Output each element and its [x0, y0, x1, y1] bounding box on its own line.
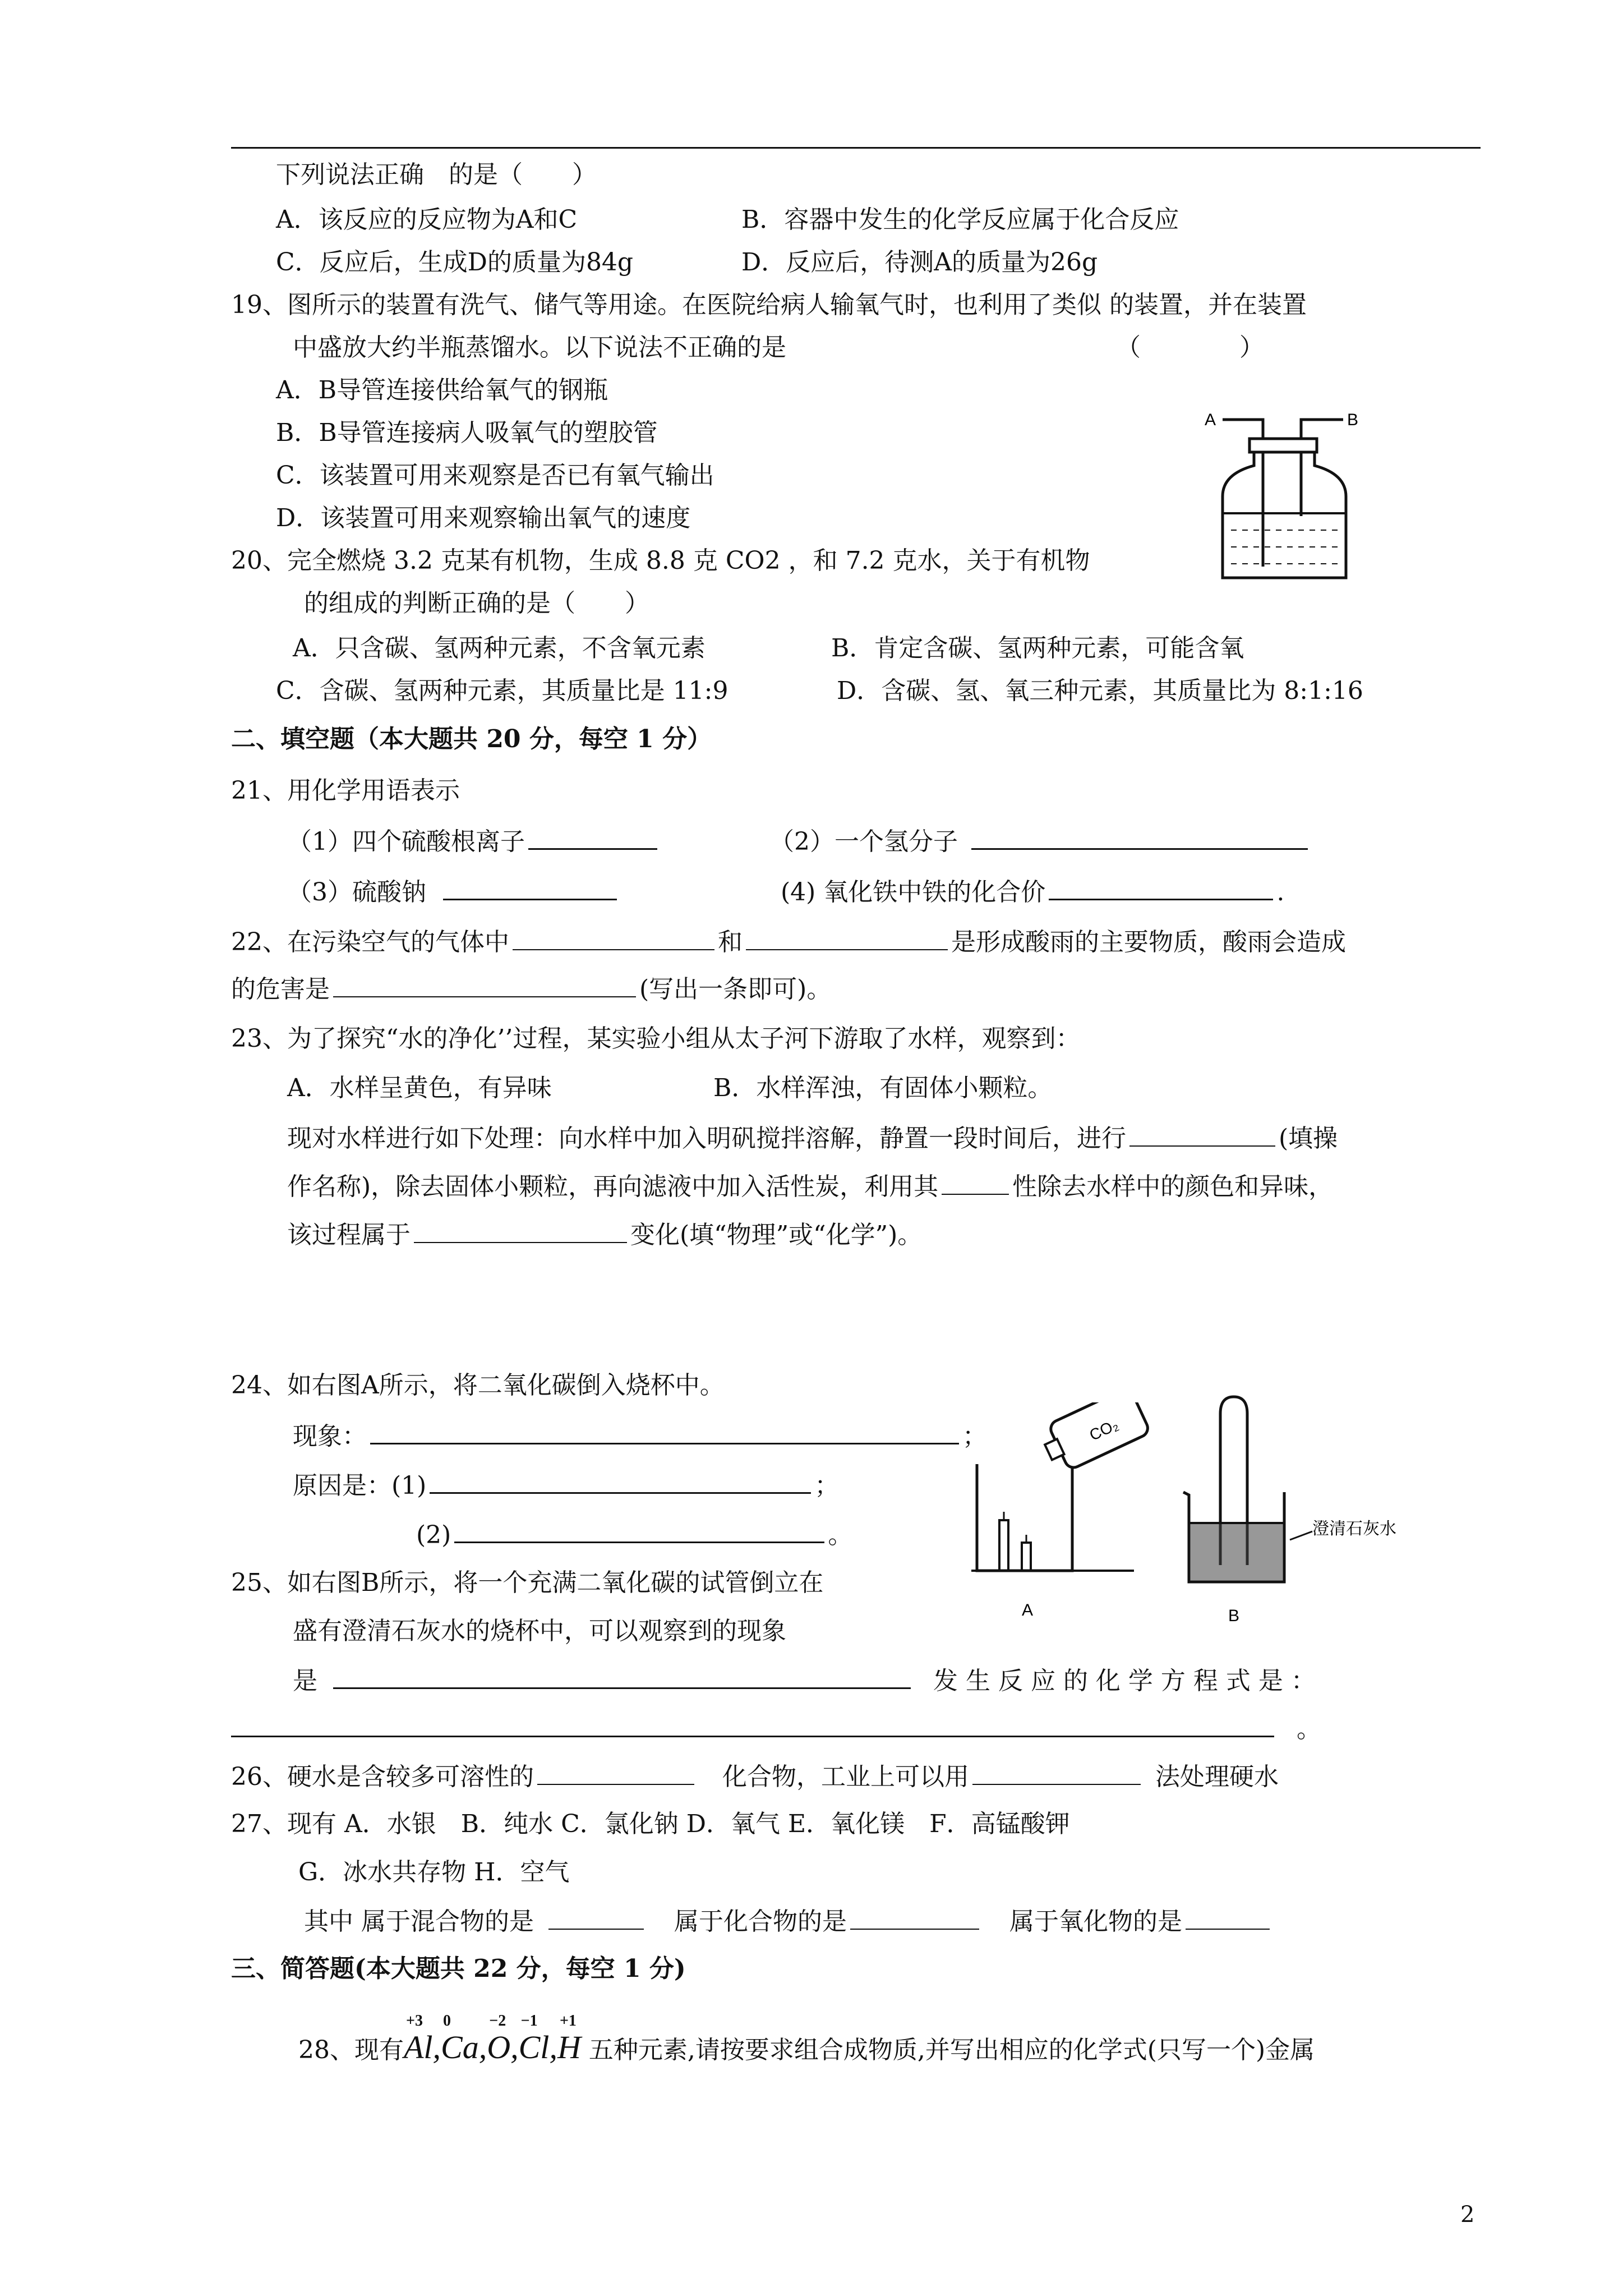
q26-a: 26、硬水是含较多可溶性的 [231, 1763, 534, 1791]
q24-reason1-label: 原因是：(1) [293, 1471, 427, 1500]
q24-reason1-end: ； [814, 1471, 840, 1500]
q28-line: 28、现有 +3 Al, 0 Ca, −2 O, −1 Cl, +1 H 五种元素,请按要求组合成物质,并写出相应的化学式(只写一个)金属 [298, 2012, 1315, 2065]
q24-phenomenon-end: ； [962, 1422, 987, 1451]
q18-option-a: A．该反应的反应物为A和C [276, 205, 578, 234]
q25-line3-a: 是 [293, 1667, 317, 1695]
tall-candle [999, 1520, 1008, 1571]
figure-b-test-tube-limewater [1178, 1391, 1413, 1638]
q25-line4-end: 。 [1297, 1715, 1321, 1743]
q19-option-a: A．B导管连接供给氧气的钢瓶 [276, 376, 608, 404]
q27-blank-compounds[interactable] [850, 1908, 979, 1930]
q18-option-d: D．反应后，待测A的质量为26g [741, 248, 1098, 277]
q21-part4-label: (4) 氧化铁中铁的化合价 [781, 878, 1046, 907]
figure-label-a: A [1205, 411, 1216, 429]
element-o: −2 O [487, 2012, 511, 2065]
q23-line1: 23、为了探究“水的净化’’过程，某实验小组从太子河下游取了水样，观察到： [231, 1024, 1081, 1053]
q26-c: 法处理硬水 [1155, 1763, 1279, 1791]
q24-reason2-label: (2) [416, 1521, 451, 1549]
q24-reason1-blank[interactable] [430, 1472, 811, 1494]
q23-option-a: A．水样呈黄色，有异味 [287, 1074, 552, 1102]
q27-line3-c: 属于氧化物的是 [1009, 1907, 1182, 1936]
q25-line3-b: 发 生 反 应 的 化 学 方 程 式 是 ： [933, 1667, 1316, 1695]
q25-line1: 25、如右图B所示，将一个充满二氧化碳的试管倒立在 [231, 1568, 824, 1597]
q25-phenomenon-blank[interactable] [333, 1667, 911, 1689]
q19-option-b: B．B导管连接病人吸氧气的塑胶管 [276, 418, 658, 447]
q27-line2: G．冰水共存物 H．空气 [298, 1858, 570, 1887]
q25-line3 [293, 1667, 1316, 1694]
q18-option-b: B．容器中发生的化学反应属于化合反应 [741, 205, 1179, 234]
figure-a-label: A [1022, 1601, 1034, 1619]
figure-label-b: B [1347, 411, 1359, 429]
q23-line5-b: 变化(填“物理”或“化学”)。 [630, 1221, 923, 1249]
q23-blank-operation[interactable] [1129, 1125, 1275, 1147]
element-h: +1 H [557, 2012, 581, 2065]
q23-line4 [287, 1174, 1333, 1199]
q28-prefix: 28、现有 [298, 2036, 404, 2064]
figure-b-label: B [1228, 1607, 1240, 1625]
q21-part4-end: . [1276, 878, 1285, 907]
q21-part2-label: （2）一个氢分子 [769, 827, 958, 856]
element-ca: 0 Ca [441, 2012, 479, 2065]
q27-blank-mixtures[interactable] [548, 1908, 644, 1930]
gas-washing-bottle-figure [1200, 404, 1385, 589]
q25-line2: 盛有澄清石灰水的烧杯中，可以观察到的现象 [293, 1617, 786, 1645]
element-al: +3 Al [404, 2012, 433, 2065]
q22-line1-b: 和 [718, 928, 743, 956]
q20-line2: 的组成的判断正确的是（ ） [304, 589, 649, 618]
q27-line1: 27、现有 A．水银 B．纯水 C．氯化钠 D．氧气 E．氧化镁 F．高锰酸钾 [231, 1810, 1070, 1838]
q24-reason2-end: 。 [828, 1521, 853, 1549]
q24-reason2 [416, 1521, 852, 1548]
q24-phenomenon-blank[interactable] [370, 1423, 959, 1444]
q25-equation-blank[interactable] [231, 1715, 1274, 1737]
q27-line3-b: 属于化合物的是 [674, 1907, 847, 1936]
q21-part4-answer-blank[interactable] [1049, 878, 1273, 900]
figure-a-pouring-co2 [966, 1402, 1151, 1638]
q20-option-c: C．含碳、氢两种元素，其质量比是 11:9 [276, 677, 728, 705]
q21-part1-answer-blank[interactable] [528, 828, 657, 850]
q21-part3-label: （3）硫酸钠 [287, 878, 426, 907]
q27-line3-a: 其中 属于混合物的是 [304, 1907, 534, 1936]
q26-blank-method[interactable] [972, 1764, 1141, 1785]
page-number: 2 [1460, 2202, 1475, 2228]
q26-blank-compound[interactable] [537, 1764, 694, 1785]
q23-option-b: B．水样浑浊，有固体小颗粒。 [713, 1074, 1053, 1102]
q22-blank-gas2[interactable] [746, 929, 948, 950]
q24-reason1 [293, 1472, 839, 1498]
stopper [1249, 439, 1317, 452]
q23-blank-change[interactable] [414, 1222, 627, 1243]
header-rule [231, 147, 1481, 149]
q28-suffix: 五种元素,请按要求组合成物质,并写出相应的化学式(只写一个)金属 [588, 2036, 1315, 2064]
q21-part1 [287, 828, 661, 854]
q19-line1: 19、图所示的装置有洗气、储气等用途。在医院给病人输氧气时，也利用了类似 的装置，并在装置 [231, 291, 1307, 319]
q21-stem: 21、用化学用语表示 [231, 776, 460, 805]
q21-part2-answer-blank[interactable] [971, 828, 1308, 850]
q21-part3-answer-blank[interactable] [443, 878, 617, 900]
q24-reason2-blank[interactable] [454, 1521, 824, 1543]
q24-phenomenon [293, 1423, 987, 1449]
q22-line1-c: 是形成酸雨的主要物质，酸雨会造成 [951, 928, 1346, 956]
q25-line4 [231, 1715, 1321, 1742]
q23-line5-a: 该过程属于 [287, 1221, 411, 1249]
q19-option-d: D．该装置可用来观察输出氧气的速度 [276, 504, 691, 532]
beaker-a [977, 1464, 1072, 1571]
q20-option-d: D．含碳、氢、氧三种元素，其质量比为 8:1:16 [837, 677, 1363, 705]
q23-blank-property[interactable] [942, 1174, 1009, 1195]
q19-paren: （ ） [1116, 333, 1264, 362]
q21-part2 [769, 828, 1311, 854]
q23-line3-b: (填操 [1279, 1124, 1338, 1153]
bottle [1223, 452, 1346, 578]
q22-blank-gas1[interactable] [513, 929, 714, 950]
q26-b: 化合物，工业上可以用 [722, 1763, 969, 1791]
q22-line2-b: (写出一条即可)。 [639, 975, 832, 1004]
q23-line4-b: 性除去水样中的颜色和异味， [1012, 1172, 1334, 1201]
q20-option-a: A．只含碳、氢两种元素，不含氧元素 [293, 634, 706, 662]
q23-line5 [287, 1222, 922, 1248]
q26-line [231, 1764, 1279, 1789]
section3-title: 三、简答题(本大题共 22 分，每空 1 分) [231, 1954, 686, 1983]
q21-part1-label: （1）四个硫酸根离子 [287, 827, 525, 856]
co2-label: CO₂ [1086, 1415, 1121, 1444]
q22-line1-a: 22、在污染空气的气体中 [231, 928, 509, 956]
q20-line1: 20、完全燃烧 3.2 克某有机物，生成 8.8 克 CO2 ，和 7.2 克水，关于有机物 [231, 546, 1090, 575]
q21-part4 [781, 878, 1284, 905]
q23-line3-a: 现对水样进行如下处理：向水样中加入明矾搅拌溶解，静置一段时间后，进行 [287, 1124, 1126, 1153]
q22-line1 [231, 929, 1346, 955]
q24-stem: 24、如右图A所示，将二氧化碳倒入烧杯中。 [231, 1371, 725, 1400]
q18-option-c: C．反应后，生成D的质量为84g [276, 248, 634, 277]
q19-line2: 中盛放大约半瓶蒸馏水。以下说法不正确的是 [293, 333, 786, 362]
q20-option-b: B．肯定含碳、氢两种元素，可能含氧 [831, 634, 1244, 662]
q27-blank-oxides[interactable] [1186, 1908, 1270, 1930]
section2-title: 二、填空题（本大题共 20 分，每空 1 分） [231, 725, 712, 753]
q21-part3 [287, 878, 620, 905]
q23-line3 [287, 1125, 1338, 1151]
q19-option-c: C．该装置可用来观察是否已有氧气输出 [276, 461, 714, 490]
q22-line2 [231, 976, 831, 1002]
short-candle [1022, 1543, 1031, 1571]
element-cl: −1 Cl [518, 2012, 550, 2065]
q27-line3 [304, 1908, 1273, 1934]
q22-blank-harm[interactable] [333, 976, 636, 997]
q22-line2-a: 的危害是 [231, 975, 330, 1004]
limewater-label: 澄清石灰水 [1312, 1520, 1396, 1538]
q18-stem: 下列说法正确 的是（ ） [276, 160, 597, 189]
q24-phenomenon-label: 现象： [293, 1422, 367, 1451]
q23-line4-a: 作名称)，除去固体小颗粒，再向滤液中加入活性炭，利用其 [287, 1172, 939, 1201]
